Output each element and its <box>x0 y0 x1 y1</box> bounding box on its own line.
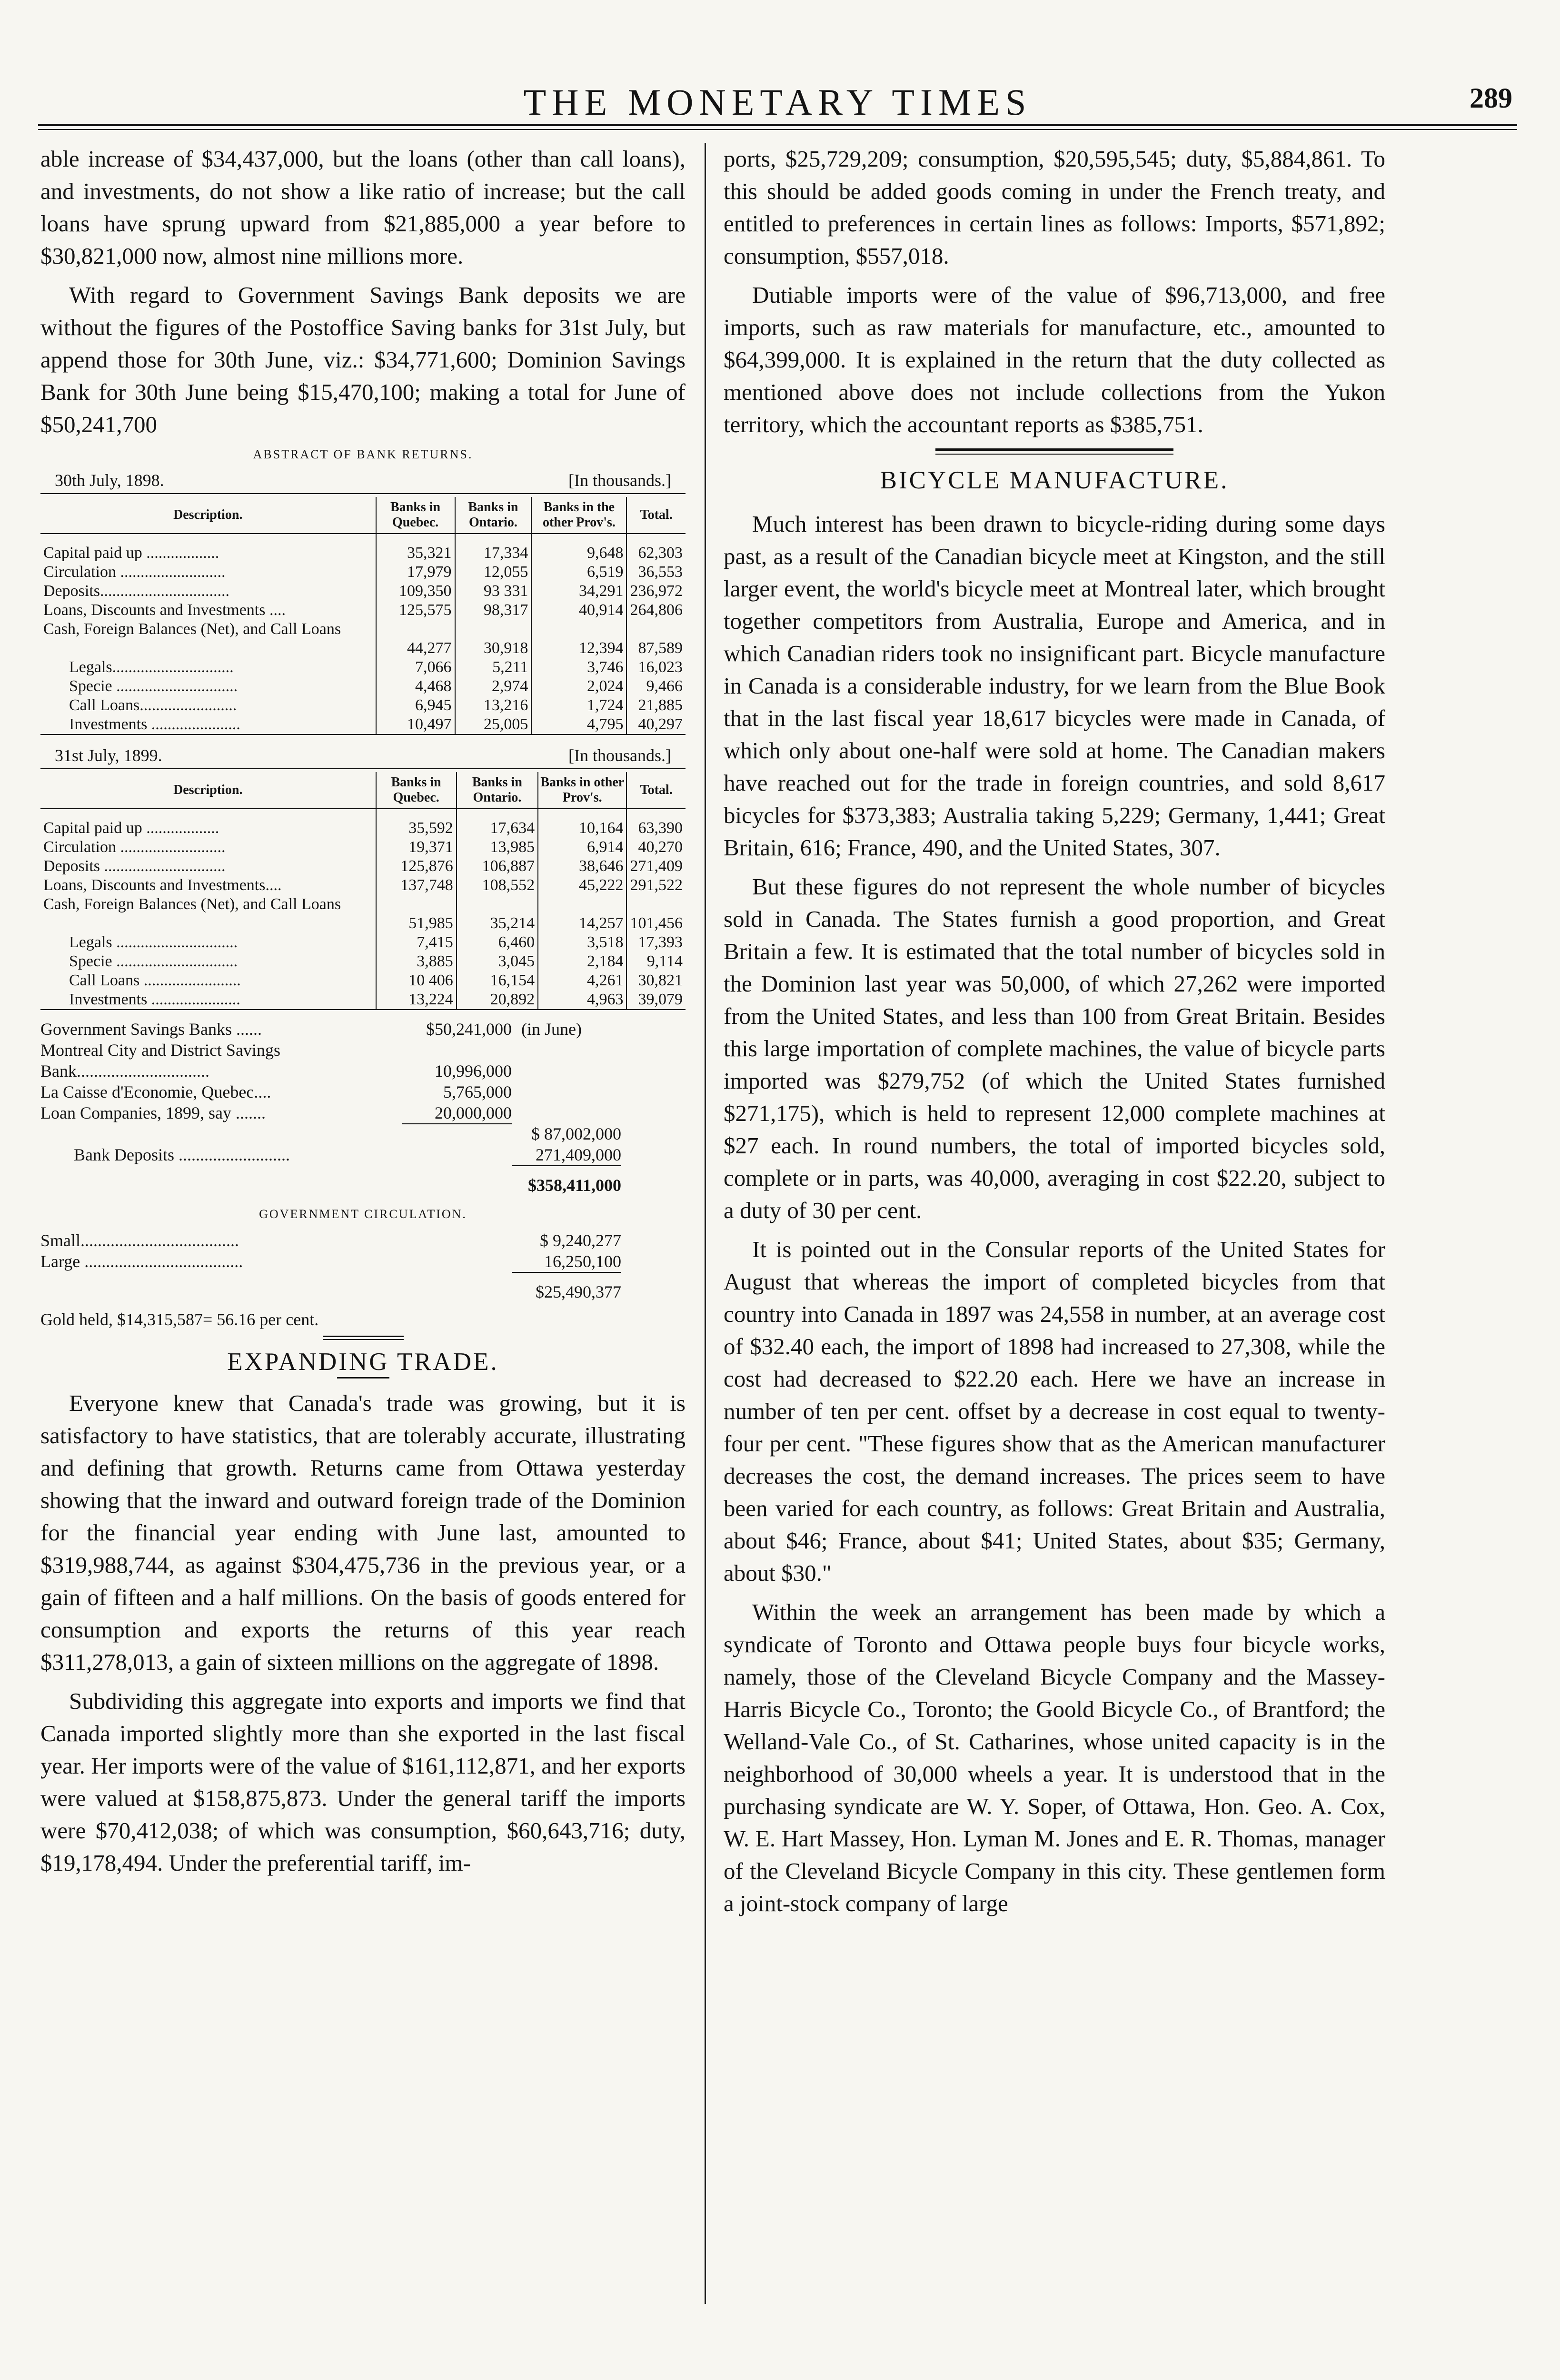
table-cell: 35,321 <box>376 544 455 563</box>
table-cell: 30,918 <box>455 639 532 658</box>
table1-datebar <box>40 470 686 494</box>
table-cell: 51,985 <box>376 914 457 933</box>
table-cell: 4,468 <box>376 677 455 696</box>
page-number: 289 <box>1470 82 1512 114</box>
table-header-cell: Description. <box>40 772 376 809</box>
table-cell: 16,154 <box>457 971 538 990</box>
table-cell: 125,876 <box>376 857 457 876</box>
heading-dash <box>337 1377 389 1378</box>
table-cell: 25,005 <box>455 715 532 734</box>
table-cell: 35,592 <box>376 819 457 838</box>
abstract-title: ABSTRACT OF BANK RETURNS. <box>253 447 473 461</box>
table-cell: 264,806 <box>626 601 686 620</box>
summary-value: $50,241,000 <box>426 1020 512 1039</box>
summary-value: 20,000,000 <box>435 1103 512 1122</box>
right-column <box>724 143 1385 1926</box>
table-header-cell: Banks in the other Prov's. <box>531 497 626 534</box>
summary-value: 271,409,000 <box>512 1144 621 1166</box>
table-cell: 12,394 <box>531 639 626 658</box>
paragraph-dutiable-imports: Dutiable imports were of the value of $96,713,000, and free imports, such as raw materials for manufacture, etc., amounted to $64,399,000. It is explained in the return that the duty collected as mentioned above does not include collections from the Yukon territory, which the accountant reports as $385,751. <box>724 282 1385 437</box>
table-cell: 7,415 <box>376 933 457 952</box>
table1-date: 30th July, 1898. <box>55 471 164 490</box>
bank-returns-1898-table <box>40 497 686 735</box>
summary-row <box>40 1123 686 1144</box>
table1-header-row <box>40 497 686 534</box>
table-cell: 40,297 <box>626 715 686 734</box>
summary-note: (in June) <box>521 1020 582 1039</box>
table-cell: 40,270 <box>626 838 686 857</box>
expanding-trade-heading: EXPANDING TRADE. <box>227 1348 499 1376</box>
gold-held-line: Gold held, $14,315,587= 56.16 per cent. <box>40 1310 319 1329</box>
table-cell: Deposits .............................. <box>43 857 226 875</box>
table-row <box>40 582 686 601</box>
table-cell: Circulation .......................... <box>43 838 226 856</box>
bicycle-manufacture-heading: BICYCLE MANUFACTURE. <box>880 466 1229 494</box>
summary-row <box>40 1175 686 1196</box>
table-cell: Capital paid up .................. <box>43 819 219 837</box>
table-cell: 2,024 <box>531 677 626 696</box>
table-header-cell: Banks in Ontario. <box>455 497 532 534</box>
table-row <box>40 914 686 933</box>
bank-returns-1899-table <box>40 772 686 1010</box>
summary-row <box>40 1251 686 1273</box>
table-cell: 10 406 <box>376 971 457 990</box>
paragraph-syndicate: Within the week an arrangement has been made by which a syndicate of Toronto and Ottawa people buys four bicycle works, namely, those of the Cleveland Bicycle Company and the Massey-Harris Bicycle Co., Toronto; the Goold Bicycle Co., of Brantford; the Welland-Vale Co., of St. Catharines, whose united capacity is in the neighborhood of 30,000 wheels a year. It is understood that in the purchasing syndicate are W. Y. Soper, of Ottawa, Hon. Geo. A. Cox, W. E. Hart Massey, Hon. Lyman M. Jones and E. R. Thomas, manager of the Cleveland Bicycle Company in this city. These gentlemen form a joint-stock company of large <box>724 1599 1385 1916</box>
table-cell: 63,390 <box>626 819 686 838</box>
table2-datebar <box>40 745 686 769</box>
table-cell: 13,216 <box>455 696 532 715</box>
summary-row <box>40 1102 686 1123</box>
table-cell: Call Loans........................ <box>69 696 237 714</box>
table-row <box>40 658 686 677</box>
summary-value: 10,996,000 <box>435 1061 512 1081</box>
table-cell: 12,055 <box>455 563 532 582</box>
table-row <box>40 563 686 582</box>
left-column <box>40 143 686 1886</box>
table-cell: 17,979 <box>376 563 455 582</box>
table-row <box>40 601 686 620</box>
table-header-cell: Banks in Quebec. <box>376 497 455 534</box>
summary-label: Small..................................... <box>40 1231 239 1250</box>
table-cell: 40,914 <box>531 601 626 620</box>
summary-total: $25,490,377 <box>536 1282 621 1301</box>
table-cell: 17,634 <box>457 819 538 838</box>
table-cell: 6,460 <box>457 933 538 952</box>
gov-circulation-title: GOVERNMENT CIRCULATION. <box>259 1207 467 1221</box>
table-cell: 2,974 <box>455 677 532 696</box>
table-cell: 10,497 <box>376 715 455 734</box>
table-cell: 34,291 <box>531 582 626 601</box>
table-cell: Loans, Discounts and Investments .... <box>43 601 286 619</box>
paragraph-trade-subdivision: Subdividing this aggregate into exports and imports we find that Canada imported slightly more than she exported in the last fiscal year. Her imports were of the value of $161,112,871, and her exports were valued at $158,875,873. Under the general tariff the imports were $70,412,038; of which was consumption, $60,643,716; duty, $19,178,494. Under the preferential tariff, im- <box>40 1688 686 1876</box>
table-cell: Legals .............................. <box>69 933 238 951</box>
table-cell: 4,963 <box>538 990 626 1010</box>
table-row <box>40 933 686 952</box>
paragraph-preferential-tariff: ports, $25,729,209; consumption, $20,595,545; duty, $5,884,861. To this should be added goods coming in under the French treaty, and entitled to preferences in certain lines as follows: Imports, $571,892; consumption, $557,018. <box>724 146 1385 269</box>
column-divider <box>705 143 706 2304</box>
summary-row <box>40 1144 686 1166</box>
table-cell: 39,079 <box>626 990 686 1010</box>
table-cell: Investments ...................... <box>40 990 376 1010</box>
summary-label: Large ..................................... <box>40 1252 243 1271</box>
table-row <box>40 696 686 715</box>
table-cell <box>40 914 376 933</box>
table-cell: 291,522 <box>626 876 686 895</box>
table-cell: Specie .............................. <box>69 677 238 695</box>
table-cell: 125,575 <box>376 601 455 620</box>
table-cell: 3,746 <box>531 658 626 677</box>
header-rule <box>38 124 1517 130</box>
summary-label: La Caisse d'Economie, Quebec.... <box>40 1082 271 1101</box>
table-cell: 6,914 <box>538 838 626 857</box>
table-cell: Loans, Discounts and Investments.... <box>43 876 282 894</box>
table-cell: Circulation .......................... <box>43 563 226 581</box>
table-cell: Cash, Foreign Balances (Net), and Call Loans <box>43 620 341 638</box>
table-cell: 3,885 <box>376 952 457 971</box>
summary-row <box>40 1081 686 1102</box>
table-cell: 14,257 <box>538 914 626 933</box>
table-cell: 137,748 <box>376 876 457 895</box>
table-cell: Call Loans ........................ <box>69 972 241 989</box>
publication-title: THE MONETARY TIMES <box>523 81 1032 123</box>
table-row <box>40 876 686 895</box>
table-cell: 4,795 <box>531 715 626 734</box>
table-row <box>40 677 686 696</box>
table-cell: Capital paid up .................. <box>43 544 219 562</box>
table-cell: Investments ...................... <box>40 715 376 734</box>
table-cell: 6,945 <box>376 696 455 715</box>
table-cell: 108,552 <box>457 876 538 895</box>
paragraph-bank-loans: able increase of $34,437,000, but the loans (other than call loans), and investments, do not show a like ratio of increase; but the call loans have sprung upward from $21,885,000 a year before to $30,821,000 now, almost nine millions more. <box>40 146 686 269</box>
paragraph-bicycle-interest: Much interest has been drawn to bicycle-riding during some days past, as a result of the Canadian bicycle meet at Kingston, and the still larger event, the world's bicycle meet at Montreal later, which brought together competitors from Australia, Europe and America, and in which Canadian riders took no insignificant part. Bicycle manufacture in Canada is a considerable industry, for we learn from the Blue Book that in the last fiscal year 18,617 bicycles were made in Canada, of which only about one-half were sold at home. The Canadian makers have reached out for the trade in foreign countries, and sold 8,617 bicycles for $373,383; Australia taking 5,229; Germany, 1,441; Great Britain, 616; France, 490, and the United States, 307. <box>724 511 1385 861</box>
table-cell: 45,222 <box>538 876 626 895</box>
summary-label: Montreal City and District Savings Bank............................... <box>40 1041 280 1081</box>
summary-label: Loan Companies, 1899, say ....... <box>40 1103 266 1122</box>
summary-value: 16,250,100 <box>512 1251 621 1273</box>
summary-subtotal: $ 87,002,000 <box>531 1124 621 1143</box>
table-cell: 9,648 <box>531 544 626 563</box>
table-cell: Specie .............................. <box>69 952 238 970</box>
table-cell: Cash, Foreign Balances (Net), and Call Loans <box>43 895 341 913</box>
paragraph-trade-growth: Everyone knew that Canada's trade was growing, but it is satisfactory to have statistics, that are tolerably accurate, illustrating and defining that growth. Returns came from Ottawa yesterday showing that the inward and outward foreign trade of the Dominion for the financial year ending with June last, amounted to $319,988,744, as against $304,475,736 in the previous year, or a gain of fifteen and a half millions. On the basis of goods entered for consumption and exports the returns of this year reach $311,278,013, a gain of sixteen millions on the aggregate of 1898. <box>40 1390 686 1675</box>
table-row <box>40 990 686 1010</box>
gov-circulation <box>40 1230 686 1330</box>
summary-value: $ 9,240,277 <box>540 1231 621 1250</box>
table-cell: 6,519 <box>531 563 626 582</box>
table-cell: 2,184 <box>538 952 626 971</box>
table-cell: 13,985 <box>457 838 538 857</box>
table-cell: 87,589 <box>626 639 686 658</box>
table-cell: 9,466 <box>626 677 686 696</box>
table-row <box>40 715 686 734</box>
table-cell: 38,646 <box>538 857 626 876</box>
table-cell: 3,045 <box>457 952 538 971</box>
paragraph-bicycle-imports: But these figures do not represent the whole number of bicycles sold in Canada. The States furnish a good proportion, and Great Britain a few. It is estimated that the total number of bicycles sold in the Dominion last year was 50,000, of which 27,262 were imported from the United States, and less than 100 from Great Britain. Besides this large importation of complete machines, the value of bicycle parts imported was $279,752 (of which the United States furnished $271,175), which is held to represent 12,000 complete machines at $27 each. In round numbers, the total of imported bicycles sold, complete or in parts, was 40,000, averaging in cost $22.20, subject to a duty of 30 per cent. <box>724 873 1385 1223</box>
table-cell: 109,350 <box>376 582 455 601</box>
table-row <box>40 857 686 876</box>
table-row <box>40 639 686 658</box>
table-header-cell: Banks in Ontario. <box>457 772 538 809</box>
summary-value: 5,765,000 <box>443 1082 512 1101</box>
table-row <box>40 544 686 563</box>
summary-row <box>40 1230 686 1251</box>
section-rule <box>323 1336 404 1340</box>
table-cell: 236,972 <box>626 582 686 601</box>
table-cell: 20,892 <box>457 990 538 1010</box>
table-row <box>40 819 686 838</box>
table2-header-row <box>40 772 686 809</box>
table-cell: 44,277 <box>376 639 455 658</box>
table-cell: 17,393 <box>626 933 686 952</box>
summary-row <box>40 1040 686 1081</box>
table-cell: 4,261 <box>538 971 626 990</box>
table-cell: 21,885 <box>626 696 686 715</box>
table-cell <box>40 639 376 658</box>
summary-label: Bank Deposits .......................... <box>74 1145 290 1164</box>
summary-label: Government Savings Banks ...... <box>40 1020 262 1039</box>
table-cell: 98,317 <box>455 601 532 620</box>
table-cell: 62,303 <box>626 544 686 563</box>
table-cell: 19,371 <box>376 838 457 857</box>
table-cell: 17,334 <box>455 544 532 563</box>
table-cell: 10,164 <box>538 819 626 838</box>
paragraph-savings-banks: With regard to Government Savings Bank deposits we are without the figures of the Postoffice Saving banks for 31st July, but append those for 30th June, viz.: $34,771,600; Dominion Savings Bank for 30th June being $15,470,100; making a total for June of $50,241,700 <box>40 282 686 437</box>
table-row <box>40 838 686 857</box>
section-rule <box>935 448 1173 455</box>
table-cell: 35,214 <box>457 914 538 933</box>
table-cell: 9,114 <box>626 952 686 971</box>
table-row <box>40 971 686 990</box>
table-cell: 3,518 <box>538 933 626 952</box>
table-header-cell: Banks in Quebec. <box>376 772 457 809</box>
summary-row <box>40 1019 686 1040</box>
page-header <box>38 71 1517 129</box>
table-cell: 7,066 <box>376 658 455 677</box>
table-row <box>40 952 686 971</box>
table-header-cell: Description. <box>40 497 376 534</box>
table-cell: 106,887 <box>457 857 538 876</box>
table-header-cell: Banks in other Prov's. <box>538 772 626 809</box>
table-cell: 16,023 <box>626 658 686 677</box>
table-cell: 13,224 <box>376 990 457 1010</box>
table-cell: 36,553 <box>626 563 686 582</box>
table-cell: Legals.............................. <box>69 658 234 676</box>
table-header-cell: Total. <box>626 772 686 809</box>
table-cell: 5,211 <box>455 658 532 677</box>
table-cell: 93 331 <box>455 582 532 601</box>
table-cell: 30,821 <box>626 971 686 990</box>
table-cell: 1,724 <box>531 696 626 715</box>
table-row <box>40 620 686 639</box>
table-cell: 101,456 <box>626 914 686 933</box>
table-row <box>40 895 686 914</box>
table-cell: Deposits................................ <box>43 582 229 600</box>
summary-grand-total: $358,411,000 <box>527 1176 621 1195</box>
table-cell: 271,409 <box>626 857 686 876</box>
table1-unit: [In thousands.] <box>568 471 671 490</box>
summary-row <box>40 1281 686 1302</box>
table2-unit: [In thousands.] <box>568 746 671 765</box>
table2-date: 31st July, 1899. <box>55 746 162 765</box>
table-header-cell: Total. <box>626 497 686 534</box>
savings-summary <box>40 1019 686 1196</box>
paragraph-consular-reports: It is pointed out in the Consular reports of the United States for August that whereas the import of completed bicycles from that country into Canada in 1897 was 24,558 in number, at an average cost of $32.40 each, the import of 1898 had increased to 27,308, while the cost had decreased to $22.20 each. Here we have an increase in number of ten per cent. offset by a decrease in cost equal to twenty-four per cent. "These figures show that as the American manufacturer decreases the cost, the demand increases. The prices seem to have been varied for each country, as follows: Great Britain and Australia, about $46; France, about $41; United States, about $35; Germany, about $30." <box>724 1236 1385 1586</box>
